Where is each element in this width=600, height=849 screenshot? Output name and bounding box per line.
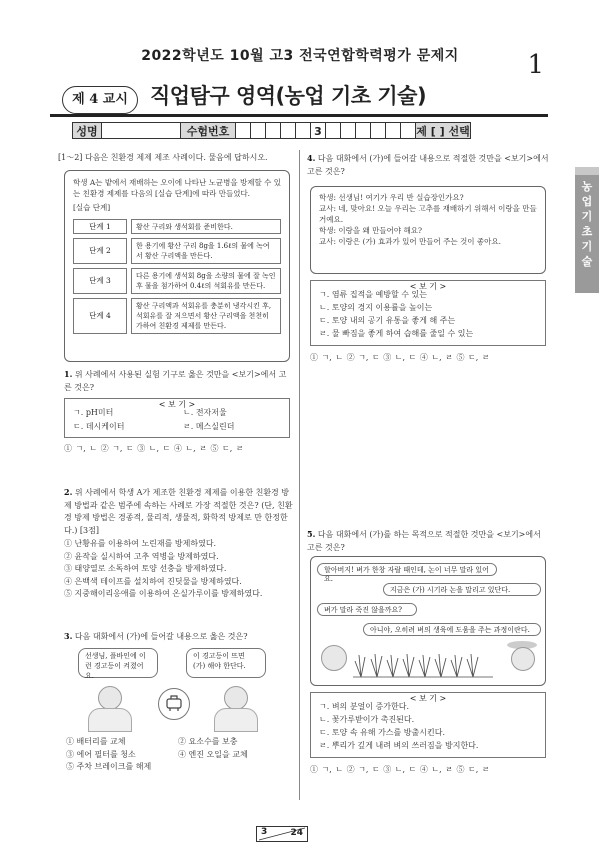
question-stem: 다음 대화에서 (가)에 들어갈 내용으로 옳은 것은?	[74, 632, 248, 641]
page-indicator	[256, 826, 308, 842]
bogi-item: ㄴ. 토양의 경지 이용률을 높이는	[319, 303, 433, 312]
choice-list	[64, 538, 294, 601]
choice-label: 제 [ ] 선택	[415, 122, 471, 139]
exam-number-cell[interactable]	[355, 122, 371, 139]
bogi-item: ㄴ. 전자저울	[183, 408, 227, 417]
question-number: 2.	[64, 487, 73, 497]
exam-number-cell[interactable]	[325, 122, 341, 139]
bogi-box	[310, 280, 546, 346]
question-stem: 위 사례에서 사용된 실험 기구로 옳은 것만을 <보기>에서 고른 것은?	[64, 370, 287, 392]
current-page: 3	[261, 827, 268, 837]
answer-choice[interactable]: ④ 엔진 오일을 교체	[178, 749, 248, 759]
intro-text: [1～2] 다음은 친환경 제제 제조 사례이다. 물음에 답하시오.	[58, 153, 268, 162]
side-tab	[575, 175, 599, 293]
question-number: 4.	[307, 153, 316, 163]
scenario-box	[64, 170, 290, 362]
question-stem: 다음 대화에서 (가)에 들어갈 내용으로 적절한 것만을 <보기>에서 고른 것은?	[307, 154, 549, 176]
answer-choice[interactable]: ② 윤작을 실시하여 고추 역병을 방제하였다.	[64, 551, 219, 561]
question-2	[64, 486, 294, 537]
exam-number-cell[interactable]	[370, 122, 386, 139]
steps-title: [실습 단계]	[73, 203, 111, 212]
step-4	[73, 298, 281, 334]
speech-bubble: 아니야, 오히려 벼의 생육에 도움을 주는 과정이란다.	[363, 623, 541, 636]
bogi-item: ㄷ. 토양 속 유해 가스를 방출시킨다.	[319, 728, 445, 737]
side-tab-char: 기	[581, 240, 593, 253]
speech-bubble-student: 선생님, 플바인에 이런 경고등이 켜졌어요.	[78, 648, 158, 678]
child-figure	[321, 645, 347, 671]
bogi-title: < 보 기 >	[153, 400, 202, 409]
step-label: 단계 3	[73, 268, 127, 294]
question-5	[307, 528, 549, 554]
speech-bubble-teacher: 이 경고등이 뜨면 (가) 해야 한단다.	[186, 648, 266, 678]
name-label: 성명	[72, 122, 102, 139]
exam-number-cell[interactable]	[265, 122, 281, 139]
step-text: 다른 용기에 생석회 8g을 소량의 물에 잘 녹인 후 물을 첨가하여 0.4ℓ의 석회유를 만든다.	[131, 268, 281, 294]
side-tab-char: 술	[581, 255, 593, 268]
side-tab-cap	[575, 167, 599, 175]
bogi-title: < 보 기 >	[404, 282, 453, 291]
question-3	[64, 630, 294, 644]
rice-paddy-icon	[353, 649, 493, 679]
step-label: 단계 2	[73, 238, 127, 264]
bogi-item: ㄴ. 꽃가루받이가 촉진된다.	[319, 715, 415, 724]
answer-options[interactable]: ① ㄱ, ㄴ ② ㄱ, ㄷ ③ ㄴ, ㄷ ④ ㄴ, ㄹ ⑤ ㄷ, ㄹ	[310, 765, 490, 774]
warning-light-icon	[158, 688, 190, 720]
step-2	[73, 238, 281, 264]
answer-choice[interactable]: ③ 태양열로 소독하여 토양 선충을 방제하였다.	[64, 564, 227, 573]
teacher-figure	[224, 686, 248, 710]
question-number: 1.	[64, 369, 73, 379]
subject-title: 직업탐구 영역(농업 기초 기술)	[150, 84, 427, 108]
answer-choice[interactable]: ④ 은백색 테이프를 설치하여 진딧물을 방제하였다.	[64, 576, 242, 586]
exam-number-cell[interactable]	[295, 122, 311, 139]
step-label: 단계 4	[73, 298, 127, 334]
answer-choice[interactable]: ⑤ 지중해이리응애를 이용하여 온실가루이를 방제하였다.	[64, 589, 263, 598]
question-stem: 다음 대화에서 (가)를 하는 목적으로 적절한 것만을 <보기>에서 고른 것은?	[307, 530, 541, 552]
bogi-item: ㄷ. 데시케이터	[73, 422, 125, 431]
question-number: 5.	[307, 529, 316, 539]
dialog-line: 학생: 이랑을 왜 만들어야 해요?	[319, 226, 423, 235]
exam-number-cell[interactable]	[385, 122, 401, 139]
bogi-box	[310, 692, 546, 758]
q3-illustration	[66, 648, 292, 730]
answer-choice[interactable]: ⑤ 주차 브레이크를 해제	[66, 762, 152, 771]
side-tab-char: 초	[581, 225, 593, 238]
dialog-box	[310, 186, 546, 274]
student-body	[88, 708, 132, 732]
exam-number-label: 수험번호	[180, 122, 236, 139]
dialog-line: 교사: 네, 맞아요! 오늘 우리는 고추를 재배하기 위해서 이랑을 만들 거예요.	[319, 204, 537, 224]
bogi-item: ㄱ. 염류 집적을 예방할 수 있는	[319, 290, 427, 299]
student-figure	[98, 686, 122, 710]
grandfather-figure	[511, 647, 535, 671]
answer-choice[interactable]: ① 배터리를 교체	[66, 737, 126, 746]
step-text: 한 용기에 황산 구리 8g을 1.6ℓ의 물에 녹여서 황산 구리액을 만든다.	[131, 238, 281, 264]
exam-number-digit: 3	[310, 122, 326, 139]
step-text: 황산 구리액과 석회유를 충분히 냉각시킨 후, 석회유를 잘 저으면서 황산 구리액을 천천히 가하여 친환경 제제를 만든다.	[131, 298, 281, 334]
answer-choice[interactable]: ② 요소수를 보충	[178, 737, 238, 746]
speech-bubble: 할아버지! 벼가 한창 자랄 때인데, 논이 너무 말라 있어요.	[317, 563, 497, 576]
bogi-item: ㄷ. 토양 내의 공기 유통을 좋게 해 주는	[319, 316, 456, 325]
period-label: 제 4 교시	[62, 86, 138, 114]
side-tab-char: 업	[581, 195, 593, 208]
id-row	[72, 122, 470, 140]
answer-options[interactable]: ① ㄱ, ㄴ ② ㄱ, ㄷ ③ ㄴ, ㄷ ④ ㄴ, ㄹ ⑤ ㄷ, ㄹ	[310, 353, 490, 362]
question-4	[307, 152, 549, 178]
bogi-item: ㄹ. 뿌리가 깊게 내려 벼의 쓰러짐을 방지한다.	[319, 741, 479, 750]
header-rule	[50, 114, 548, 117]
column-divider	[299, 150, 300, 800]
step-label: 단계 1	[73, 219, 127, 234]
exam-number-cell[interactable]	[400, 122, 416, 139]
step-text: 황산 구리와 생석회를 준비한다.	[131, 219, 281, 234]
q5-illustration	[310, 556, 546, 686]
speech-bubble: 지금은 (가) 시기라 논을 말리고 있단다.	[383, 583, 541, 596]
step-1	[73, 219, 281, 234]
speech-bubble: 벼가 말라 죽진 않을까요?	[317, 603, 417, 616]
exam-number-cell[interactable]	[340, 122, 356, 139]
answer-choice[interactable]: ① 난황유를 이용하여 노린재를 방제하였다.	[64, 539, 217, 548]
dialog-line: 교사: 이랑은 (가) 효과가 있어 만들어 주는 것이 좋아요.	[319, 237, 501, 246]
side-tab-char: 농	[581, 180, 593, 193]
bogi-item: ㄱ. pH미터	[73, 408, 114, 417]
exam-number-cell[interactable]	[280, 122, 296, 139]
step-3	[73, 268, 281, 294]
bogi-item: ㄹ. 메스실린더	[183, 422, 235, 431]
bogi-item: ㄱ. 벼의 분얼이 증가한다.	[319, 702, 409, 711]
exam-title: 2022학년도 10월 고3 전국연합학력평가 문제지	[141, 48, 459, 64]
side-tab-char: 기	[581, 210, 593, 223]
answer-choice[interactable]: ③ 에어 필터를 청소	[66, 749, 136, 759]
page-number: 1	[527, 50, 544, 80]
exam-number-cell[interactable]	[250, 122, 266, 139]
question-number: 3.	[64, 631, 73, 641]
question-1	[64, 368, 292, 394]
scenario-text: 학생 A는 밭에서 재배하는 오이에 나타난 노균병을 방제할 수 있는 친환경 제제를 다음의 [실습 단계]에 따라 만들었다.	[73, 178, 281, 198]
answer-options[interactable]: ① ㄱ, ㄴ ② ㄱ, ㄷ ③ ㄴ, ㄷ ④ ㄴ, ㄹ ⑤ ㄷ, ㄹ	[64, 444, 244, 453]
bogi-box	[64, 398, 290, 438]
choice-list	[66, 736, 292, 774]
bogi-title: < 보 기 >	[404, 694, 453, 703]
name-field[interactable]	[101, 122, 181, 139]
total-pages: 24	[290, 828, 303, 838]
question-stem: 위 사례에서 학생 A가 제조한 친환경 제제를 이용한 친환경 방제 방법과 같은 범주에 속하는 사례로 가장 적절한 것은? (단, 친환경 방제 방법은 경종적, 물리적, 생물적, 화학적 방제로 만 한정한다.) [3점]	[64, 488, 293, 535]
dialog-line: 학생: 선생님! 여기가 우리 반 실습장인가요?	[319, 193, 464, 202]
exam-number-cell[interactable]	[235, 122, 251, 139]
bogi-item: ㄹ. 물 빠짐을 좋게 하여 습해를 줄일 수 있는	[319, 329, 474, 338]
teacher-body	[214, 708, 258, 732]
